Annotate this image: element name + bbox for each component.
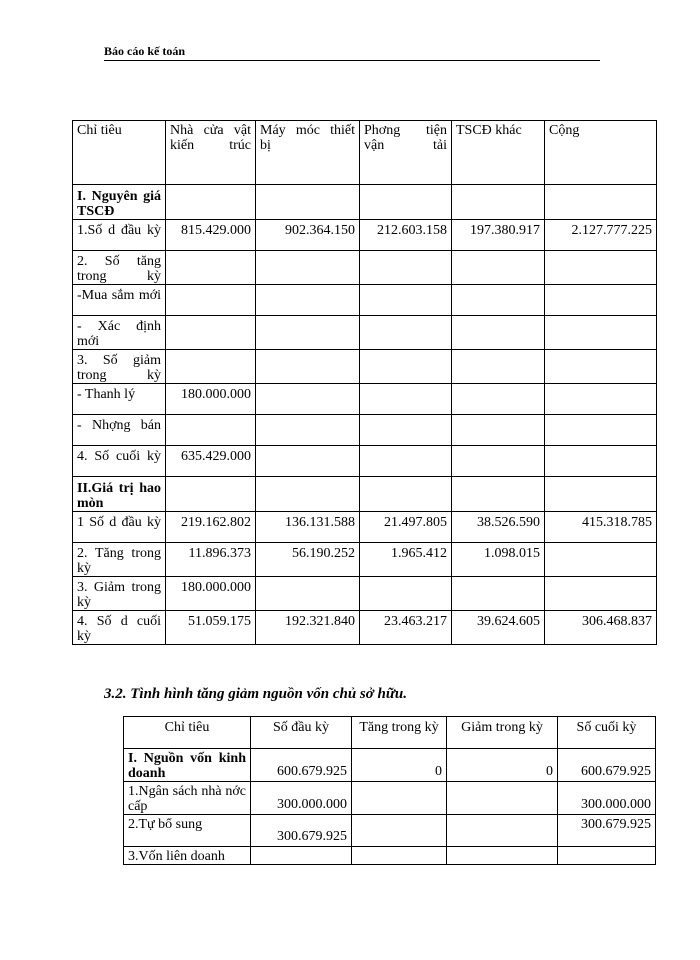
column-header: Tăng trong kỳ xyxy=(352,717,447,749)
table-cell xyxy=(452,384,545,415)
table-cell xyxy=(360,316,452,350)
table-row xyxy=(73,251,657,285)
table-cell: 0 xyxy=(447,749,558,782)
table-cell: 1.098.015 xyxy=(452,543,545,577)
table-cell xyxy=(447,815,558,847)
table-row xyxy=(73,446,657,477)
table-cell: 1.965.412 xyxy=(360,543,452,577)
table-cell: 600.679.925 xyxy=(558,749,656,782)
table-cell xyxy=(447,782,558,815)
table-cell: 219.162.802 xyxy=(166,512,256,543)
table-row xyxy=(124,782,656,815)
table-cell xyxy=(256,446,360,477)
table-cell xyxy=(447,847,558,865)
table-cell: 197.380.917 xyxy=(452,220,545,251)
table-row xyxy=(73,316,657,350)
table-cell xyxy=(352,782,447,815)
table-row xyxy=(73,285,657,316)
row-label: 3. Số giảm trong kỳ xyxy=(73,350,166,384)
table-row xyxy=(73,415,657,446)
fixed-assets-table xyxy=(72,120,657,645)
row-label: 3.Vốn liên doanh xyxy=(124,847,251,865)
row-label: 2.Tự bổ sung xyxy=(124,815,251,847)
table-cell xyxy=(166,251,256,285)
row-label: 4. Số cuối kỳ xyxy=(73,446,166,477)
table-cell: 136.131.588 xyxy=(256,512,360,543)
table-cell xyxy=(256,577,360,611)
row-label: II.Giá trị hao mòn xyxy=(73,477,166,512)
row-label: - Xác định mới xyxy=(73,316,166,350)
table-cell xyxy=(452,350,545,384)
table-cell xyxy=(360,477,452,512)
table-cell xyxy=(558,847,656,865)
table-cell: 415.318.785 xyxy=(545,512,657,543)
table-row xyxy=(73,611,657,645)
table-cell xyxy=(352,815,447,847)
table-row xyxy=(73,185,657,220)
column-header: TSCĐ khác xyxy=(452,121,545,185)
table-cell xyxy=(360,251,452,285)
row-label: - Nhợng bán xyxy=(73,415,166,446)
table-cell: 212.603.158 xyxy=(360,220,452,251)
table-row xyxy=(73,220,657,251)
table-cell: 180.000.000 xyxy=(166,384,256,415)
table-header-row xyxy=(73,121,657,185)
table-cell: 902.364.150 xyxy=(256,220,360,251)
table-cell: 23.463.217 xyxy=(360,611,452,645)
column-header: Số đầu kỳ xyxy=(251,717,352,749)
table-cell xyxy=(256,415,360,446)
table-cell xyxy=(360,577,452,611)
column-header: Giảm trong kỳ xyxy=(447,717,558,749)
table-cell xyxy=(256,316,360,350)
table-cell xyxy=(545,477,657,512)
table-cell xyxy=(256,185,360,220)
row-label: 2. Số tăng trong kỳ xyxy=(73,251,166,285)
row-label: I. Nguồn vốn kinh doanh xyxy=(124,749,251,782)
table-cell xyxy=(545,543,657,577)
column-header: Máy móc thiết bị xyxy=(256,121,360,185)
row-label: 3. Giảm trong kỳ xyxy=(73,577,166,611)
section-title: 3.2. Tình hình tăng giảm nguồn vốn chủ sở hữu. xyxy=(104,686,407,702)
table-row xyxy=(124,749,656,782)
table-cell xyxy=(360,185,452,220)
column-header: Cộng xyxy=(545,121,657,185)
table-cell xyxy=(452,316,545,350)
table-cell: 11.896.373 xyxy=(166,543,256,577)
column-header: Số cuối kỳ xyxy=(558,717,656,749)
table-cell xyxy=(166,350,256,384)
table-cell xyxy=(360,350,452,384)
table-row xyxy=(73,512,657,543)
table-row xyxy=(73,350,657,384)
column-header: Chỉ tiêu xyxy=(73,121,166,185)
table-cell xyxy=(360,285,452,316)
table-cell xyxy=(360,415,452,446)
table-cell: 300.679.925 xyxy=(558,815,656,847)
table-row xyxy=(124,815,656,847)
table-cell: 0 xyxy=(352,749,447,782)
row-label: - Thanh lý xyxy=(73,384,166,415)
table-cell xyxy=(545,185,657,220)
table-cell: 306.468.837 xyxy=(545,611,657,645)
table-cell xyxy=(545,285,657,316)
table-row xyxy=(73,384,657,415)
table-row xyxy=(73,477,657,512)
table-cell xyxy=(256,477,360,512)
table-cell: 51.059.175 xyxy=(166,611,256,645)
table-row xyxy=(124,847,656,865)
table-cell: 815.429.000 xyxy=(166,220,256,251)
table-cell: 180.000.000 xyxy=(166,577,256,611)
table-cell xyxy=(452,185,545,220)
table-cell xyxy=(166,185,256,220)
table-cell xyxy=(256,285,360,316)
row-label: 1.Ngân sách nhà nớc cấp xyxy=(124,782,251,815)
table-cell xyxy=(251,847,352,865)
table-cell xyxy=(166,285,256,316)
table-cell: 300.000.000 xyxy=(558,782,656,815)
equity-table xyxy=(123,716,656,865)
table-row xyxy=(73,577,657,611)
column-header: Chỉ tiêu xyxy=(124,717,251,749)
table-cell: 2.127.777.225 xyxy=(545,220,657,251)
table-cell xyxy=(545,350,657,384)
table-cell xyxy=(166,477,256,512)
page-header: Báo cáo kế toán xyxy=(104,44,600,61)
table-row xyxy=(73,543,657,577)
table-cell xyxy=(360,384,452,415)
column-header: Phơng tiện vận tải xyxy=(360,121,452,185)
table-cell xyxy=(352,847,447,865)
table-cell xyxy=(360,446,452,477)
row-label: 1 Số d đầu kỳ xyxy=(73,512,166,543)
table-cell: 39.624.605 xyxy=(452,611,545,645)
table-cell xyxy=(256,384,360,415)
table-cell xyxy=(452,285,545,316)
table-cell: 600.679.925 xyxy=(251,749,352,782)
table-cell: 635.429.000 xyxy=(166,446,256,477)
table-cell xyxy=(452,477,545,512)
table-cell xyxy=(545,577,657,611)
table-cell xyxy=(256,350,360,384)
table-header-row xyxy=(124,717,656,749)
column-header: Nhà cửa vật kiến trúc xyxy=(166,121,256,185)
table-cell xyxy=(452,415,545,446)
row-label: -Mua sắm mới xyxy=(73,285,166,316)
table-cell: 192.321.840 xyxy=(256,611,360,645)
row-label: 2. Tăng trong kỳ xyxy=(73,543,166,577)
table-cell: 300.679.925 xyxy=(251,815,352,847)
table-cell xyxy=(545,316,657,350)
table-cell xyxy=(452,446,545,477)
row-label: 4. Số d cuối kỳ xyxy=(73,611,166,645)
table-cell xyxy=(545,415,657,446)
table-cell xyxy=(452,577,545,611)
table-cell: 38.526.590 xyxy=(452,512,545,543)
table-cell xyxy=(166,415,256,446)
table-cell xyxy=(545,384,657,415)
table-cell xyxy=(166,316,256,350)
table-cell xyxy=(256,251,360,285)
table-cell xyxy=(545,446,657,477)
table-cell xyxy=(545,251,657,285)
row-label: I. Nguyên giá TSCĐ xyxy=(73,185,166,220)
table-cell: 21.497.805 xyxy=(360,512,452,543)
table-cell: 56.190.252 xyxy=(256,543,360,577)
row-label: 1.Số d đầu kỳ xyxy=(73,220,166,251)
table-cell xyxy=(452,251,545,285)
table-cell: 300.000.000 xyxy=(251,782,352,815)
